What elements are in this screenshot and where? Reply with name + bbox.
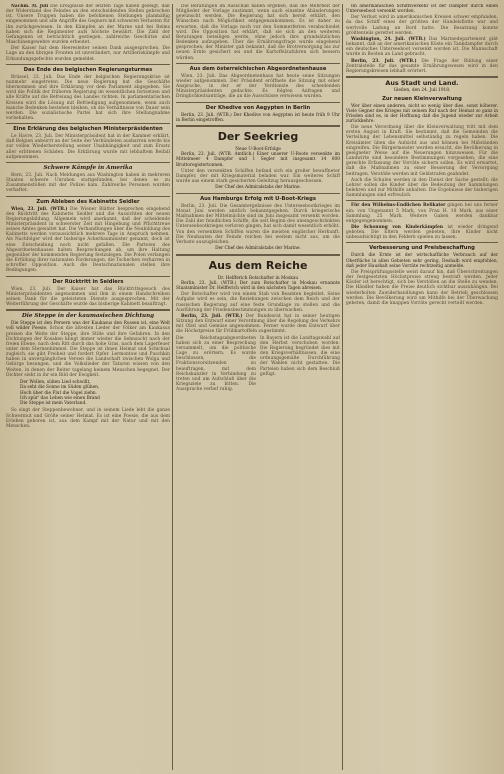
article-head: Zur neuen Kleinverwaltung: [382, 95, 462, 102]
notice-head: Die Schonung von Kinderkämpfen: [351, 224, 443, 230]
article-body: Wer über einen anderen, nicht so wenig über dies, sonst höherer. Viele Gegner des Krieges mit seinem Ruf nach der Heimat so ganz in Frieden sind es, in der Hoffnung daß die Jugend wieder zur Arbeit zurückkehre.: [346, 103, 498, 124]
paragraph: In Bayern ist die Landtagswahl auf den Herbst verschoben worden. Die Regierung begründet dies mit den Kriegsverhältnissen, die eine ordnungsgemäße Durchführung der Wahlen nicht gestatten. Die Parteien haben sich dem Beschluß gefügt.: [260, 335, 340, 377]
feature-head: Die Steppe in der kaumasischen Dichtung: [21, 313, 155, 320]
paragraph: So singt der Steppenbewohner, und in seinem Liede lebt die ganze Schwermut und Größe seiner Heimat. Es ist eine Poesie, die aus dem Erleben geboren ist, aus dem Kampf mit der Natur und mit den Menschen.: [6, 408, 170, 429]
two-column-block: [176, 336, 340, 393]
signature: Der Chef des Admiralstabs der Marine.: [215, 246, 301, 251]
article-body-1: Die Ereignisse der letzten Tage haben gezeigt, daß der Widerstand des Feindes an den entscheidenden Stellen gebrochen ist. Unsere Truppen haben die befohlenen Stellungen planmäßig eingenommen und alle Angriffe des Gegners mit schweren Verlusten für ihn zurückgewiesen. In den Kämpfen an der Marne und bei Reims haben sich die Regimenter aufs höchste bewährt. Die Zahl der Gefangenen ist beträchtlich gestiegen, zahlreiche Geschütze und Maschinengewehre wurden erbeutet.: [6, 4, 170, 46]
article-head: Aus Hamburgs Erfolg mit U-Boot-Kriegs: [200, 195, 316, 202]
divider: [6, 196, 170, 197]
poem-line: Der Wollen, süßen Lied schwillt,: [20, 379, 91, 385]
paragraph: Der Botschafter wird von einem Stab von Beamten begleitet. Seine Aufgabe wird es sein, die Beziehungen zwischen dem Reich und der russischen Regierung auf eine feste Grundlage zu stellen und die Ausführung der Friedensbestimmungen zu überwachen.: [176, 292, 340, 313]
article-body-6: Wien, 23. Juli. Der Kaiser hat das Rücktrittsgesuch des Ministerpräsidenten angenommen und ihm in einem Handschreiben seinen Dank für die geleisteten Dienste ausgesprochen. Mit der Weiterführung der Geschäfte wurde das bisherige Kabinett beauftragt.: [6, 286, 170, 308]
divider: [346, 76, 498, 78]
article-body: Berlin, 23. Juli. (WTB.) Der Khedive von Aegypten ist heute früh 9 Uhr in Berlin eingetroffen.: [176, 112, 340, 123]
article-head: Aus dem österreichischen Abgeordnetenhause: [189, 65, 327, 72]
article-head-6: Der Rücktritt in Seidlers: [52, 278, 124, 285]
signature: Der Chef des Admiralstabs der Marine.: [215, 185, 301, 191]
divider: [176, 193, 340, 194]
article-body: Das Marinedepartement gibt bekannt, daß an der amerikanischen Küste ein Tankdampfer durch ein deutsches Unterseeboot versenkt worden ist. Die Mannschaft wurde in Booten an Land gebracht.: [346, 36, 498, 58]
article-body: Berlin, 23. Juli. (WTB. Amtlich.) Einer unserer U-Boote versenkte im Mittelmeer 4 Dampfer und 1 Segler mit insgesamt 14 000 Bruttoregistertonnen.: [176, 152, 340, 168]
article-head-1: Nachm. ℳ. Juli: [11, 4, 49, 9]
paragraph: Der Kaiser hat dem Heeresleiter seinen Dank ausgesprochen. Die Lage an den übrigen Fronten ist unverändert, nur Artilleriekämpfe und Erkundungsgefechte wurden gemeldet.: [6, 46, 170, 62]
section-head-local: Aus Stadt und Land.: [385, 79, 459, 88]
poem-line: Hoch über die Flut die Vogel ziehn.: [20, 390, 98, 396]
article-body: Die Frage der Bildung einer Zentralstelle für das gesamte Ernährungswesen wird in den Regierungskreisen lebhaft erörtert.: [346, 58, 498, 74]
divider: [6, 309, 170, 311]
byline: Washington, 24. Juli. (WTB.): [351, 36, 426, 42]
feature-body: Schon die ältesten Lieder der Völker am Kaukasus preisen die Weite der Steppe, ihre Stille und ihre Gefahren. In den Dichtungen der Kosaken klingt immer wieder die Sehnsucht nach der freien Ebene, nach dem Ritt durch das hohe Gras, nach dem Lagerfeuer unter dem Sternenhimmel. Die Steppe ist ihnen Heimat und Schicksal zugleich, sie gibt Freiheit und fordert Opfer. Lermontow und Puschkin haben in unvergänglichen Versen die Landschaft zwischen Wolga und Gebirge besungen, und die Volkslieder der Tataren wissen von den Weiten, in denen der Reiter tagelang keinem Menschen begegnet. Der Dichter sieht in ihr ein Bild der Ewigkeit.: [6, 326, 170, 378]
article-head-2: Das Ende des belgischen Regierungsturmes: [23, 66, 153, 73]
article-body-4: Bern, 23. Juli. Nach Meldungen aus Washington haben in mehreren Staaten schwere Unruhen stattgefunden, bei denen es zu Zusammenstößen mit der Polizei kam. Zahlreiche Personen wurden verhaftet.: [6, 172, 170, 194]
article-body: Der Bundesrat hat in seiner heutigen Sitzung den Entwurf einer Verordnung über die Regelung des Verkehrs mit Obst und Gemüse angenommen. Ferner wurde dem Entwurf über die Höchstpreise für Frühkartoffeln zugestimmt.: [176, 313, 340, 335]
section-subhead: Dr. Helfferich Botschafter in Moskau: [217, 275, 299, 281]
section-head-reich: Aus dem Reiche: [208, 258, 308, 272]
notice-head: Für den Wilhelms-Endlichen Relikater: [351, 203, 446, 209]
article-body: Berlin, 23. Juli. Die Gesamtergebnisse des Unterseebootkrieges im Monat Juni werden amtlich bekanntgegeben. Durch kriegerische Maßnahmen der Mittelmächte sind im Juni insgesamt versenkt worden. Die Zahl der feindlichen Schiffe, die seit Beginn des uneingeschränkten Unterseebootkrieges verloren gingen, hat sich damit wesentlich erhöht. Von den versenkten Schiffen waren die meisten englischer Herkunft. Die Neubauten der Feinde reichen bei weitem nicht aus, um die Verluste auszugleichen.: [176, 203, 340, 245]
poem-line: Ich spür' das Leben wie einen Brand: [20, 395, 100, 401]
paragraph: Die neue Verordnung über die Kleinverwaltung tritt mit dem ersten August in Kraft. Sie bestimmt, daß die Gemeinden die Verteilung der Lebensmittel selbständig zu regeln haben. Die Kreisämter üben die Aufsicht aus und können bei Mißständen eingreifen. Die Bürgermeister werden ersucht, die Bevölkerung in geeigneter Weise auf die Neuerungen hinzuweisen. Für die Landwirte sind besondere Bestimmungen vorgesehen, die eine gerechte Erfassung der Vorräte sichern sollen. Es wird erwartet, daß die Maßnahmen zu einer Besserung der Versorgung beitragen. Verstöße werden mit Geldstrafen geahndet.: [346, 125, 498, 177]
article-body-3: Le Havre, 23. Juli. Der Ministerpräsident hat in der Kammer erklärt, daß Belgien unbeirrt an der Seite der Verbündeten ausharren werde bis zur vollen Wiederherstellung seiner Unabhängigkeit und zum Ersatz aller erlittenen Schäden. Die Erklärung wurde mit lebhaftem Beifall aufgenommen.: [6, 134, 170, 160]
divider: [6, 162, 170, 163]
divider: [176, 254, 340, 256]
divider: [6, 276, 170, 277]
section-subhead: Neue U-Boot-Erfolge: [235, 146, 281, 152]
article-body: Durch die Ernte ist der wirtschaftliche Verbrauch auf der Oberfläche in allen Gebieten sehr gering. Deshalb wird empfohlen, daß jeder Haushalt seine Vorräte rechtzeitig anmelde.: [346, 253, 498, 269]
column-left: [6, 4, 170, 770]
divider: [346, 200, 498, 201]
divider: [176, 125, 340, 127]
divider: [346, 242, 498, 243]
poem: [6, 380, 170, 406]
section-head-seekrieg: Der Seekrieg: [217, 129, 299, 143]
divider: [6, 64, 170, 65]
feature-lead: Die Steppe ist den Persern was der Kaukasus den Russen ist, eine Welt voll wilder Poesie.: [6, 321, 170, 332]
paragraph: Unter den versenkten Schiffen befand sich ein großer bewaffneter Dampfer, der mit Kriegsmaterial beladen war. Ein weiteres Schiff wurde aus einem stark gesicherten Geleitzug herausgeschossen.: [176, 168, 340, 185]
byline: Berlin, 23. Juli. (WTB.): [181, 313, 243, 319]
article-body-5: Die Wiener Blätter besprechen eingehend den Rücktritt des Kabinetts Seidler und die Aussichten der neuen Regierungsbildung. Allgemein wird anerkannt, daß der scheidende Ministerpräsident in schwerster Zeit mit Hingebung und Pflichttreue seines Amtes gewaltet hat. Die Verhandlungen über die Neubildung des Kabinetts werden voraussichtlich mehrere Tage in Anspruch nehmen. Als Nachfolger wird der bisherige Ackerbauminister genannt, doch ist eine Entscheidung noch nicht gefallen. Die Parteien des Abgeordnetenhauses halten Besprechungen ab, um ihre Haltung gegenüber der kommenden Regierung festzulegen. Die Polen verlangen die Erfüllung ihrer nationalen Forderungen, die Tschechen verharren in schroffer Opposition. Auch die Deutschnationalen stellen ihre Bedingungen.: [6, 206, 170, 274]
divider: [6, 123, 170, 124]
article-head: Verbesserung und Preisbeschaffung: [369, 245, 475, 252]
dateline: Gießen, den 24. Juli 1918.: [393, 88, 451, 94]
column-rule: [342, 4, 343, 770]
article-body: Berlin, 23. Juli. (WTB.) Der zum Botschafter in Moskau ernannte Staatsminister Dr. Helfferich wird in den nächsten Tagen abreisen.: [176, 281, 340, 292]
byline: Berlin, 23. Juli. (WTB.): [351, 58, 417, 64]
divider: [176, 102, 340, 103]
paragraph: Die Reichstagsabgeordneten haben sich zu einer Besprechung versammelt, um die politische Lage zu erörtern. Es wurde beschlossen, die Fraktionsvorsitzenden zu beauftragen, mit dem Reichskanzler in Verbindung zu treten und um Aufschluß über die Kriegsziele zu bitten. Die Aussprache verlief ruhig.: [176, 335, 256, 393]
article-body-2: Brüssel, 23. Juli. Das Ende der belgischen Regierungskrise ist nunmehr eingetreten. Die neue Regierung hat die Geschäfte übernommen und ihre Erklärung vor dem Parlament abgegeben. Sie wird die Politik der früheren Regierung im wesentlichen fortsetzen und alle Kräfte auf die Befreiung des Landes richten. In parlamentarischen Kreisen wird die Lösung mit Befriedigung aufgenommen, wenn auch manche Bedenken bestehen bleiben, ob die Verhältnisse von Dauer sein werden. Die sozialistische Partei hat sich ihre Stellungnahme vorbehalten.: [6, 74, 170, 121]
paragraph: Auch die Schulen werden in den Dienst der Sache gestellt; die Lehrer sollen die Kinder über die Bedeutung der Sammlungen belehren und zur Mithilfe anhalten. Die Ergebnisse der bisherigen Sammlungen sind erfreulich.: [346, 177, 498, 199]
divider: [176, 63, 340, 64]
paragraph: Die Preisprüfungsstelle weist darauf hin, daß Überschreitungen der festgesetzten Höchstpreise streng bestraft werden. Jeder Käufer ist berechtigt, sich bei Verstößen an die Stelle zu wenden. Die Händler haben die Preise deutlich sichtbar auszuhängen. Bei wiederholten Zuwiderhandlungen kann der Betrieb geschlossen werden. Die Bevölkerung wird um Mithilfe bei der Überwachung gebeten, damit die knappen Vorräte gerecht verteilt werden.: [346, 269, 498, 306]
article-head: Der Khedive von Aegypten in Berlin: [205, 104, 311, 111]
column-rule: [172, 4, 173, 770]
poem-line: Die Steppe ist mein Vaterland.: [20, 401, 87, 407]
article-head-3: Eine Erklärung des belgischen Ministerpräsidenten: [13, 126, 163, 133]
article-body: Wien, 23. Juli. Das Abgeordnetenhaus hat heute seine Sitzungen wieder aufgenommen. Der Präsident eröffnete die Sitzung mit einer Ansprache, in der er der Verdienste des scheidenden Ministerpräsidenten gedachte. Es folgten Anfragen und Dringlichkeitsanträge, die an die Ausschüsse verwiesen wurden.: [176, 73, 340, 100]
column-middle: [176, 4, 340, 770]
paragraph: Die Beratungen im Ausschuß haben ergeben, daß die Mehrheit der Mitglieder der Vorlage zustimmt, wenn auch einzelne Abänderungen gewünscht werden. Die Regierung hat sich bereit erklärt, den Wünschen nach Möglichkeit entgegenzukommen. Es ist daher zu erwarten, daß die Vorlage noch vor den Sommerferien verabschiedet wird. Die Opposition hat erklärt, daß sie sich an den weiteren Beratungen beteiligen werde, ohne jedoch ihre grundsätzlichen Bedenken aufzugeben. Über die Ernährungsfrage wurde eingehend gesprochen; der Minister gab bekannt, daß die Brotversorgung bis zur neuen Ernte gesichert sei und die Kartoffelzufuhren sich bessern würden.: [176, 4, 340, 61]
column-right: [346, 4, 498, 770]
notice-body: gingen bei uns ferner ein: von Ungenannt 5 Mark, von Frau H. 10 Mark, aus einer Sammlung 25 Mark. Weitere Gaben werden dankbar entgegengenommen.: [346, 203, 498, 224]
article-head-4: Schwere Kämpfe in Amerika: [43, 164, 133, 171]
paragraph: Im amerikanischen Schiffsverkehr ist der Dampfer durch einen Unterseeboot versenkt worden.: [346, 4, 498, 15]
byline: Wien, 23. Juli. (WTB.): [11, 206, 68, 212]
notice-body: ist wieder dringend geboten. Die Eltern werden gebeten, ihre Kinder nicht unbeaufsichtigt in den Feldern spielen zu lassen.: [346, 224, 498, 241]
poem-line: Da seht die Sonne im Süden glühen,: [20, 385, 100, 391]
article-head-5: Zum Ableben des Kabinetts Seidler: [36, 198, 140, 205]
paragraph: Der Verlust wird in amerikanischen Kreisen schwer empfunden, da das Schiff eines der größten der Handelsflotte war und wertvolle Ladung an Bord hatte. Die Besatzung konnte größtenteils gerettet werden.: [346, 15, 498, 36]
